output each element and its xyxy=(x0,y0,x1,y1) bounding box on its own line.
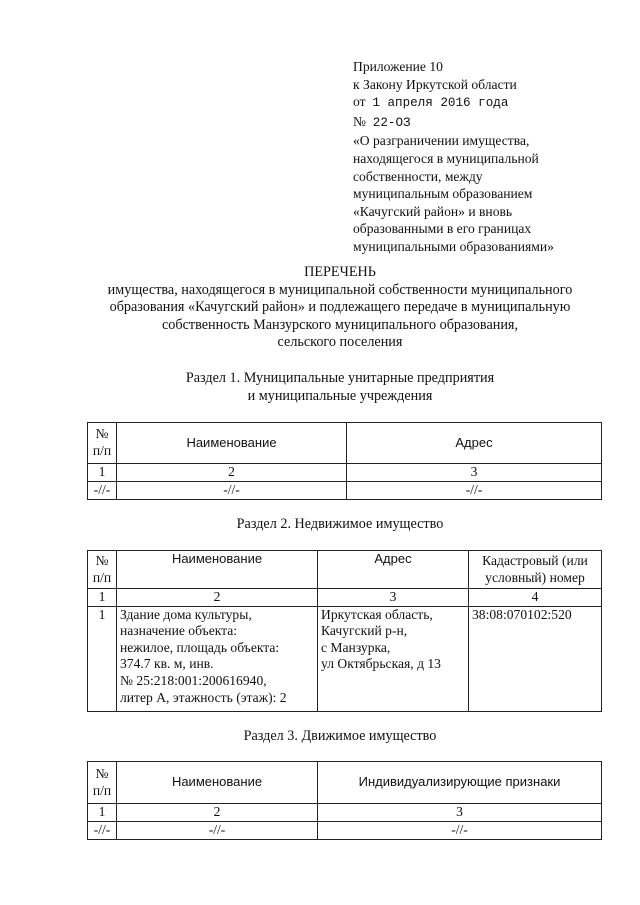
section1-heading-line: Раздел 1. Муниципальные унитарные предприятия xyxy=(185,370,495,386)
table-cell: -//- xyxy=(117,482,347,500)
header-cell-name: Наименование xyxy=(117,551,318,589)
header-cell-num: № п/п xyxy=(88,423,117,464)
appendix-law-name: находящегося в муниципальной xyxy=(353,150,539,166)
header-cell-address: Адрес xyxy=(347,423,602,464)
cell-line: Качугский р-н, xyxy=(321,623,408,639)
table-cell-cadastral: 38:08:070102:520 xyxy=(469,606,602,711)
section2-table xyxy=(87,550,602,712)
header-cell-num: № п/п xyxy=(88,551,117,589)
header-cell-address: Адрес xyxy=(318,551,469,589)
number-cell: 4 xyxy=(469,589,602,607)
header-cell-num: № п/п xyxy=(88,762,117,804)
table-number-row xyxy=(88,589,602,607)
table-number-row xyxy=(88,464,602,482)
number-cell: 2 xyxy=(117,804,318,822)
table-cell: -//- xyxy=(117,822,318,840)
number-cell: 1 xyxy=(88,804,117,822)
cell-line: № 25:218:001:200616940, xyxy=(120,672,267,688)
table-cell-name xyxy=(117,606,318,711)
appendix-date-line xyxy=(353,93,613,113)
list-subtitle-line: имущества, находящегося в муниципальной собственности муниципального xyxy=(107,281,573,298)
cell-line: литер А, этажность (этаж): 2 xyxy=(120,689,287,705)
list-heading xyxy=(40,264,640,352)
table-header-row xyxy=(88,423,602,464)
header-cell-features: Индивидуализирующие признаки xyxy=(318,762,602,804)
appendix-title: Приложение 10 xyxy=(353,59,443,74)
cell-line: назначение объекта: xyxy=(120,623,238,639)
table-header-row xyxy=(88,551,602,589)
table-row xyxy=(88,482,602,500)
cell-line: нежилое, площадь объекта: xyxy=(120,639,280,655)
table-cell: -//- xyxy=(88,482,117,500)
appendix-number-value: 22-ОЗ xyxy=(372,115,411,130)
appendix-date-value: 1 апреля 2016 года xyxy=(372,96,509,111)
appendix-law-name: образованными в его границах xyxy=(353,221,532,237)
table-header-row xyxy=(88,762,602,804)
number-cell: 1 xyxy=(88,589,117,607)
header-cell-name: Наименование xyxy=(117,762,318,804)
cell-line: Иркутская область, xyxy=(321,606,433,622)
number-cell: 3 xyxy=(347,464,602,482)
list-subtitle-line: сельского поселения xyxy=(277,334,403,350)
appendix-law-name: муниципальными образованиями» xyxy=(353,238,554,254)
table-cell-num: 1 xyxy=(88,606,117,711)
table-number-row xyxy=(88,804,602,822)
header-cell-name: Наименование xyxy=(117,423,347,464)
table-cell-address xyxy=(318,606,469,711)
cell-line: ул Октябрьская, д 13 xyxy=(321,656,441,672)
list-subtitle-line: собственность Манзурского муниципального образования, xyxy=(161,316,519,333)
table-row xyxy=(88,822,602,840)
section3-table xyxy=(87,761,602,840)
section1-table xyxy=(87,422,602,500)
section3-heading: Раздел 3. Движимое имущество xyxy=(243,728,437,744)
table-cell: -//- xyxy=(347,482,602,500)
table-cell: -//- xyxy=(318,822,602,840)
section2-heading: Раздел 2. Недвижимое имущество xyxy=(236,516,444,532)
section1-heading-line: и муниципальные учреждения xyxy=(247,387,433,404)
table-row xyxy=(88,606,602,711)
section1-heading xyxy=(40,370,640,405)
appendix-law-name: муниципальным образованием xyxy=(353,186,533,202)
table-cell: -//- xyxy=(88,822,117,840)
header-cell-cadastral: Кадастровый (или условный) номер xyxy=(469,551,602,589)
cell-line: Здание дома культуры, xyxy=(120,606,252,622)
cell-line: с Манзурка, xyxy=(321,639,391,655)
appendix-block xyxy=(353,58,613,256)
list-title: ПЕРЕЧЕНЬ xyxy=(304,264,376,280)
appendix-number-line xyxy=(353,113,613,133)
number-cell: 3 xyxy=(318,804,602,822)
cell-line: 374.7 кв. м, инв. xyxy=(120,656,214,672)
appendix-law-name: «Качугский район» и вновь xyxy=(353,203,513,219)
appendix-date-label: от xyxy=(353,94,366,110)
appendix-number-label: № xyxy=(353,113,366,129)
list-subtitle-line: образования «Качугский район» и подлежащего передаче в муниципальную xyxy=(109,299,571,315)
appendix-law: к Закону Иркутской области xyxy=(353,76,517,92)
number-cell: 2 xyxy=(117,464,347,482)
number-cell: 2 xyxy=(117,589,318,607)
appendix-law-name: собственности, между xyxy=(353,168,483,184)
appendix-law-name: «О разграничении имущества, xyxy=(353,133,530,149)
number-cell: 1 xyxy=(88,464,117,482)
number-cell: 3 xyxy=(318,589,469,607)
